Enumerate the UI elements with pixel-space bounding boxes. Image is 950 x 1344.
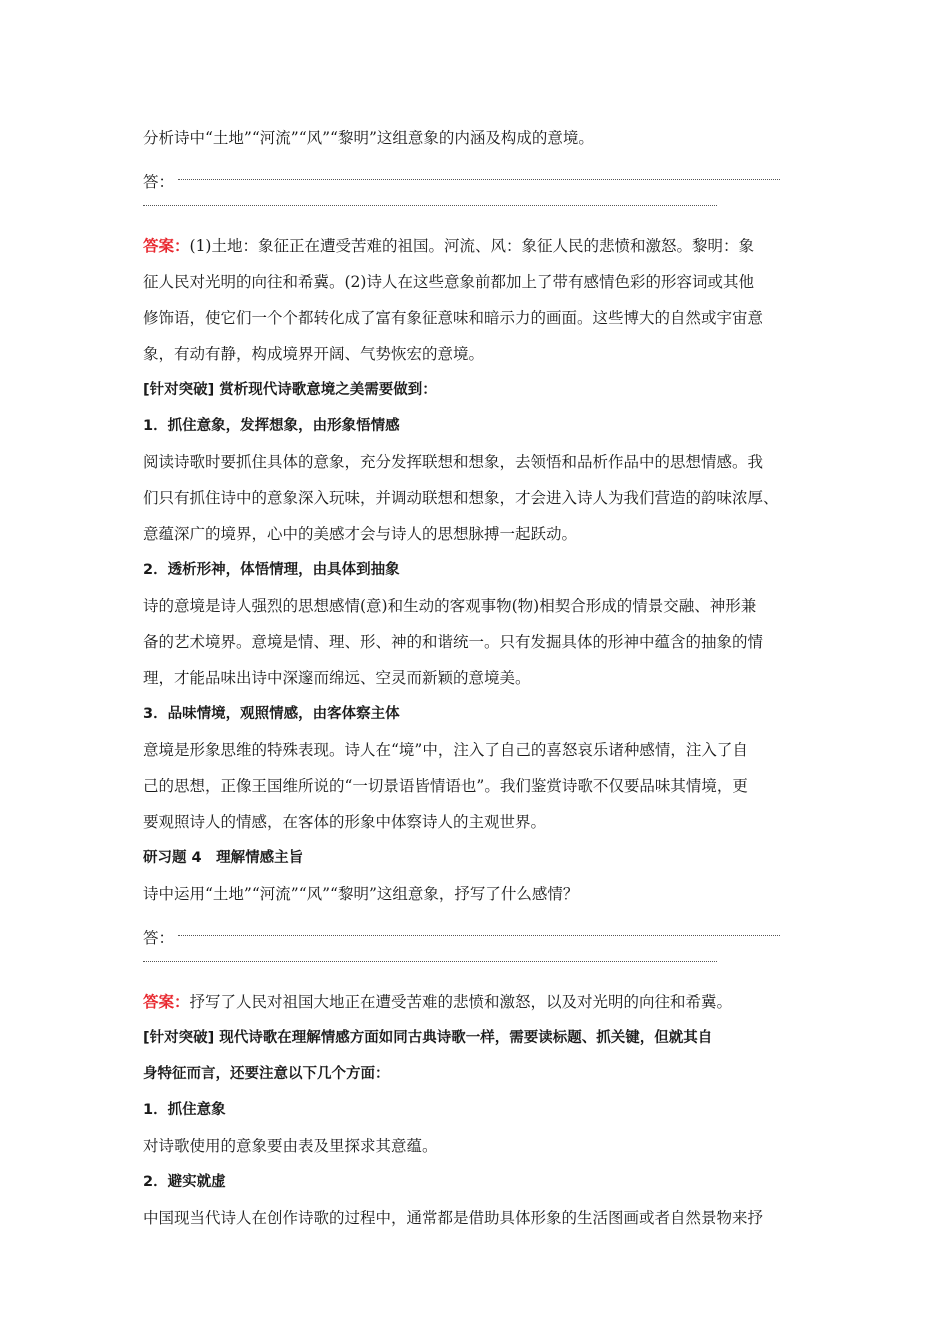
tip-1-item-title: 3．品味情境，观照情感，由客体察主体 xyxy=(143,706,400,722)
answer-label: 答案： xyxy=(143,993,190,1011)
question-2: 诗中运用“土地”“河流”“风”“黎明”这组意象，抒写了什么感情？ xyxy=(143,885,579,903)
tip-2-line: 身特征而言，还要注意以下几个方面： xyxy=(143,1066,390,1082)
tip-2-item-line: 对诗歌使用的意象要由表及里探求其意蕴。 xyxy=(143,1137,438,1155)
tip-2-item-title: 2．避实就虚 xyxy=(143,1174,226,1190)
answer-1 xyxy=(143,228,815,264)
tip-1-item-line: 己的思想，正像王国维所说的“一切景语皆情语也”。我们鉴赏诗歌不仅要品味其情境，更 xyxy=(143,777,748,795)
answer-blank-1[interactable] xyxy=(143,156,815,192)
tip-1-item-line: 阅读诗歌时要抓住具体的意象，充分发挥联想和想象，去领悟和品析作品中的思想情感。我 xyxy=(143,453,764,471)
dotted-line xyxy=(143,204,717,206)
dotted-line xyxy=(178,934,780,936)
answer-1-line: 修饰语，使它们一个个都转化成了富有象征意味和暗示力的画面。这些博大的自然或宇宙意 xyxy=(143,309,764,327)
answer-1-line: 征人民对光明的向往和希冀。(2)诗人在这些意象前都加上了带有感情色彩的形容词或其他 xyxy=(143,273,754,291)
tip-1-item-line: 意蕴深广的境界，心中的美感才会与诗人的思想脉搏一起跃动。 xyxy=(143,525,578,543)
answer-label: 答案： xyxy=(143,237,190,255)
tip-1-item-line: 备的艺术境界。意境是情、理、形、神的和谐统一。只有发掘具体的形神中蕴含的抽象的情 xyxy=(143,633,764,651)
tip-1-item-line: 要观照诗人的情感，在客体的形象中体察诗人的主观世界。 xyxy=(143,813,547,831)
answer-2-text: 抒写了人民对祖国大地正在遭受苦难的悲愤和激怒，以及对光明的向往和希冀。 xyxy=(189,993,733,1011)
tip-1-heading: [针对突破] 赏析现代诗歌意境之美需要做到： xyxy=(143,382,437,398)
answer-1-line: 象，有动有静，构成境界开阔、气势恢宏的意境。 xyxy=(143,345,485,363)
tip-1-item-line: 们只有抓住诗中的意象深入玩味，并调动联想和想象，才会进入诗人为我们营造的韵味浓厚、 xyxy=(143,489,779,507)
answer-prompt: 答： xyxy=(143,173,175,191)
dotted-line xyxy=(143,960,717,962)
answer-blank-1b[interactable] xyxy=(143,192,815,228)
tip-2-line: [针对突破] 现代诗歌在理解情感方面如同古典诗歌一样，需要读标题、抓关键，但就其自 xyxy=(143,1030,713,1046)
answer-1-line: (1)土地：象征正在遭受苦难的祖国。河流、风：象征人民的悲愤和激怒。黎明：象 xyxy=(189,237,754,255)
answer-blank-2b[interactable] xyxy=(143,948,815,984)
tip-1-item-title: 1．抓住意象，发挥想象，由形象悟情感 xyxy=(143,418,400,434)
tip-2-item-title: 1．抓住意象 xyxy=(143,1102,226,1118)
tip-1-item-title: 2．透析形神，体悟情理，由具体到抽象 xyxy=(143,562,400,578)
document-page xyxy=(143,120,815,1236)
answer-prompt: 答： xyxy=(143,929,175,947)
tip-1-item-line: 诗的意境是诗人强烈的思想感情(意)和生动的客观事物(物)相契合形成的情景交融、神形兼 xyxy=(143,597,757,615)
tip-2-item-line: 中国现当代诗人在创作诗歌的过程中，通常都是借助具体形象的生活图画或者自然景物来抒 xyxy=(143,1209,764,1227)
answer-2 xyxy=(143,984,815,1020)
answer-blank-2[interactable] xyxy=(143,912,815,948)
dotted-line xyxy=(178,178,780,180)
tip-1-item-line: 意境是形象思维的特殊表现。诗人在“境”中，注入了自己的喜怒哀乐诸种感情，注入了自 xyxy=(143,741,748,759)
section-title: 研习题 4 理解情感主旨 xyxy=(143,850,304,866)
tip-1-item-line: 理，才能品味出诗中深邃而绵远、空灵而新颖的意境美。 xyxy=(143,669,531,687)
question-1: 分析诗中“土地”“河流”“风”“黎明”这组意象的内涵及构成的意境。 xyxy=(143,129,594,147)
